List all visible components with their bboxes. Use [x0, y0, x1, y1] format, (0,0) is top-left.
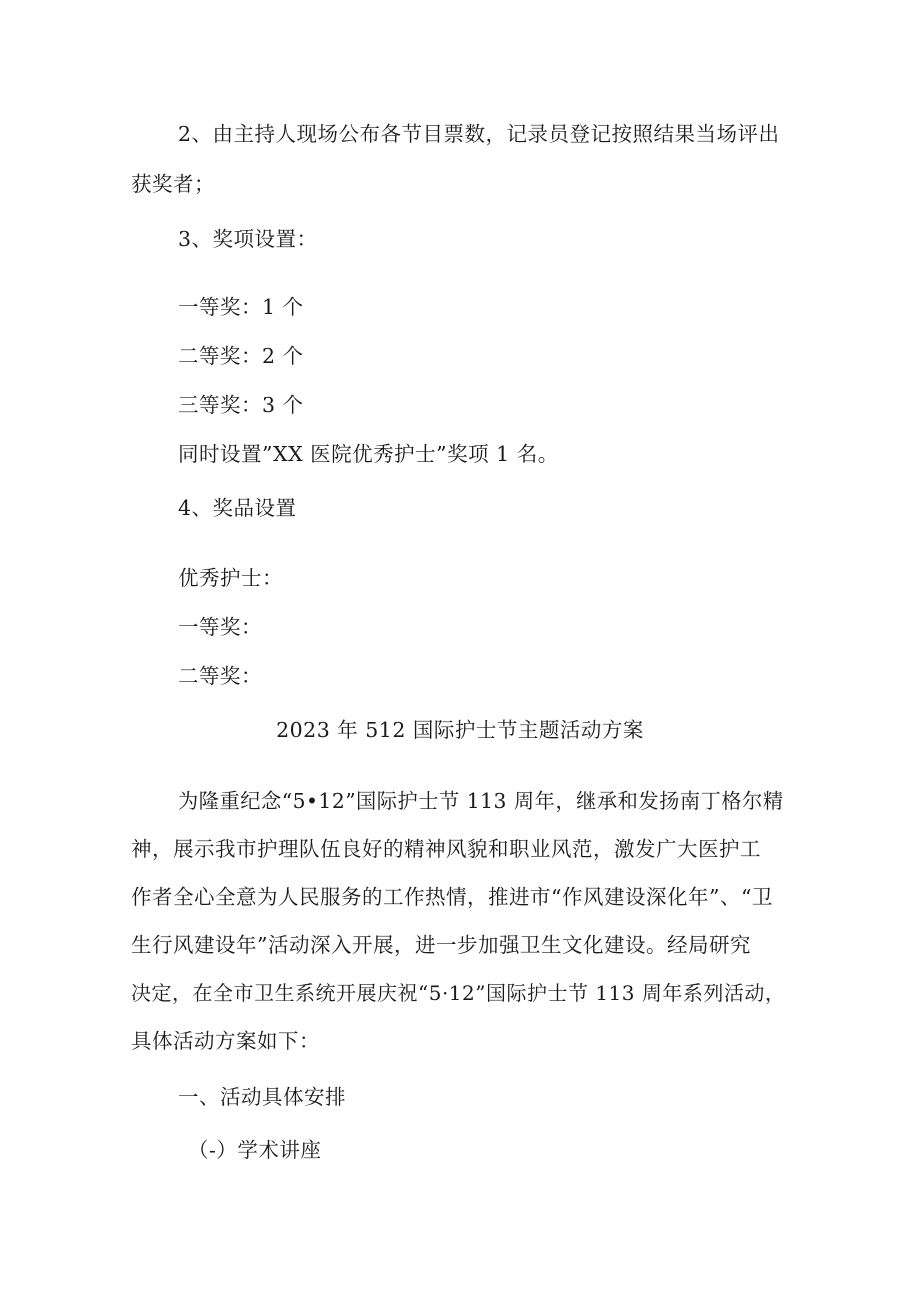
- item4-heading: 4、奖品设置: [178, 496, 297, 520]
- item2-line1: 2、由主持人现场公布各节目票数，记录员登记按照结果当场评出: [178, 122, 780, 146]
- prize-second: 二等奖：: [178, 664, 262, 688]
- intro-line-1: 为隆重纪念“5•12”国际护士节 113 周年，继承和发扬南丁格尔精: [178, 789, 784, 813]
- item3-heading: 3、奖项设置：: [178, 227, 318, 251]
- award-second: 二等奖：2 个: [178, 344, 304, 368]
- intro-line-2: 神，展示我市护理队伍良好的精神风貌和职业风范，激发广大医护工: [131, 837, 761, 861]
- item2-line2: 获奖者；: [131, 172, 215, 196]
- award-third: 三等奖：3 个: [178, 393, 304, 417]
- prize-excellent-nurse: 优秀护士：: [178, 566, 283, 590]
- intro-line-3: 作者全心全意为人民服务的工作热情，推进市“作风建设深化年”、“卫: [131, 885, 773, 909]
- intro-line-6: 具体活动方案如下：: [131, 1029, 320, 1053]
- document-title: 2023 年 512 国际护士节主题活动方案: [276, 718, 644, 742]
- award-first: 一等奖：1 个: [178, 295, 304, 319]
- extra-award: 同时设置”XX 医院优秀护士”奖项 1 名。: [178, 442, 559, 466]
- prize-first: 一等奖：: [178, 615, 262, 639]
- intro-line-5: 决定，在全市卫生系统开展庆祝“5·12”国际护士节 113 周年系列活动，: [131, 981, 786, 1005]
- section1-heading: 一、活动具体安排: [178, 1085, 346, 1109]
- intro-line-4: 生行风建设年”活动深入开展，进一步加强卫生文化建设。经局研究: [131, 933, 751, 957]
- subsection1-heading: （-）学术讲座: [188, 1138, 322, 1162]
